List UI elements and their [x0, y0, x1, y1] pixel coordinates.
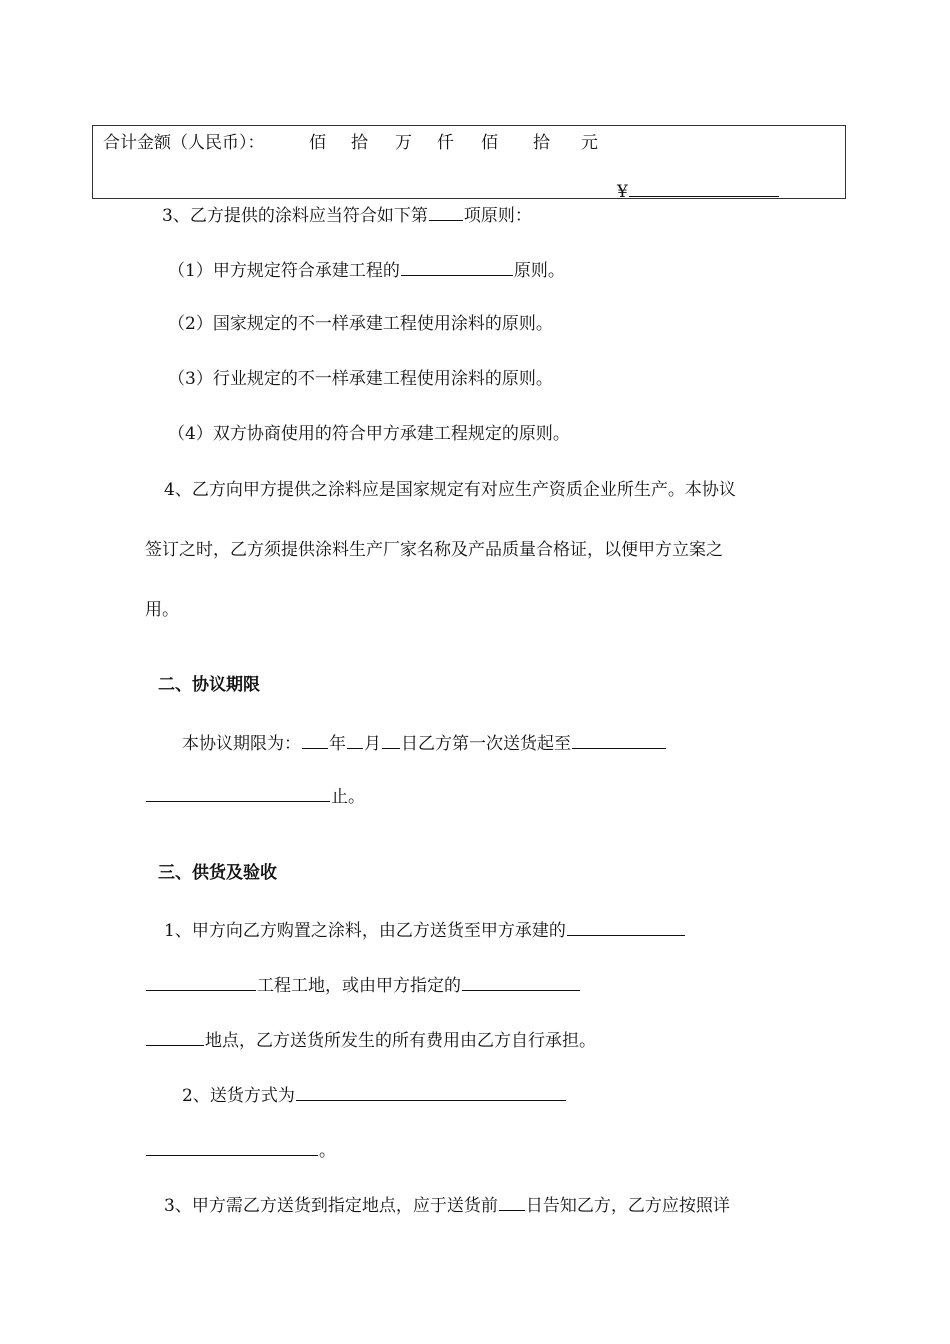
unit-shi: 拾 [351, 133, 368, 153]
unit-bai-2: 佰 [481, 133, 498, 153]
section3-p2-line-1 [182, 1082, 567, 1108]
delivery-method-blank [296, 1082, 566, 1101]
project-blank-2 [146, 972, 256, 991]
notice-days-blank [499, 1192, 525, 1211]
section3-p1-line-2-text: 工程工地，或由甲方指定的 [257, 976, 461, 996]
clause3-intro-a: 3、乙方提供的涂料应当符合如下第 [162, 206, 428, 226]
section2-line-2 [145, 783, 365, 809]
day-blank [382, 730, 400, 749]
yen-blank [629, 178, 779, 197]
section3-p1-line-1-text: 1、甲方向乙方购置之涂料，由乙方送货至甲方承建的 [164, 921, 566, 941]
year-label: 年 [329, 734, 346, 754]
section2-line-1-b: 日乙方第一次送货起至 [401, 734, 571, 754]
yen-amount [617, 178, 780, 203]
clause3-item-4: （4）双方协商使用的符合甲方承建工程规定的原则。 [168, 424, 570, 444]
amount-box [92, 125, 846, 202]
clause3-item-1-a: （1）甲方规定符合承建工程的 [168, 261, 400, 281]
section3-p2-line-2 [145, 1137, 336, 1163]
project-blank [567, 917, 685, 936]
clause3-item-1 [168, 257, 565, 283]
section3-heading: 三、供货及验收 [158, 863, 277, 883]
amount-label: 合计金额（人民币）： [103, 133, 265, 153]
clause3-item-2: （2）国家规定的不一样承建工程使用涂料的原则。 [168, 314, 553, 334]
section2-line-1-a: 本协议期限为： [182, 734, 301, 754]
clause3-intro [162, 202, 532, 228]
location-blank-2 [146, 1027, 204, 1046]
unit-yuan: 元 [581, 133, 598, 153]
section3-p3-line-1 [164, 1192, 730, 1218]
section2-line-2-end: 止。 [331, 787, 365, 807]
clause4-line-3: 用。 [145, 600, 179, 620]
clause4-line-2: 签订之时，乙方须提供涂料生产厂家名称及产品质量合格证，以便甲方立案之 [145, 540, 723, 560]
section3-p1-line-3 [145, 1027, 596, 1053]
clause3-item-3: （3）行业规定的不一样承建工程使用涂料的原则。 [168, 369, 553, 389]
yen-symbol: ¥ [617, 182, 628, 202]
location-blank [462, 972, 580, 991]
clause3-item-1-blank [401, 257, 513, 276]
year-blank [302, 730, 328, 749]
section3-p2-line-1-text: 2、送货方式为 [182, 1086, 295, 1106]
section3-p1-line-2 [145, 972, 581, 998]
month-blank [347, 730, 363, 749]
delivery-method-blank-2 [146, 1137, 318, 1156]
clause3-intro-b: 项原则： [463, 206, 532, 226]
section3-p1-line-3-text: 地点，乙方送货所发生的所有费用由乙方自行承担。 [205, 1031, 596, 1051]
unit-bai: 佰 [309, 133, 326, 153]
month-label: 月 [364, 734, 381, 754]
clause3-blank [429, 202, 463, 221]
end-date-blank [572, 730, 666, 749]
unit-shi-2: 拾 [533, 133, 550, 153]
section3-p2-line-2-end: 。 [319, 1141, 336, 1161]
clause3-item-1-b: 原则。 [513, 261, 565, 281]
unit-wan: 万 [395, 133, 412, 153]
section2-line-1 [182, 730, 667, 756]
end-date-blank-2 [146, 783, 330, 802]
section2-heading: 二、协议期限 [158, 675, 260, 695]
section3-p3-b: 日告知乙方，乙方应按照详 [525, 1196, 730, 1216]
clause4-line-1: 4、乙方向甲方提供之涂料应是国家规定有对应生产资质企业所生产。本协议 [164, 480, 736, 500]
unit-qian: 仟 [437, 133, 454, 153]
section3-p1-line-1 [164, 917, 686, 943]
section3-p3-a: 3、甲方需乙方送货到指定地点，应于送货前 [164, 1196, 498, 1216]
